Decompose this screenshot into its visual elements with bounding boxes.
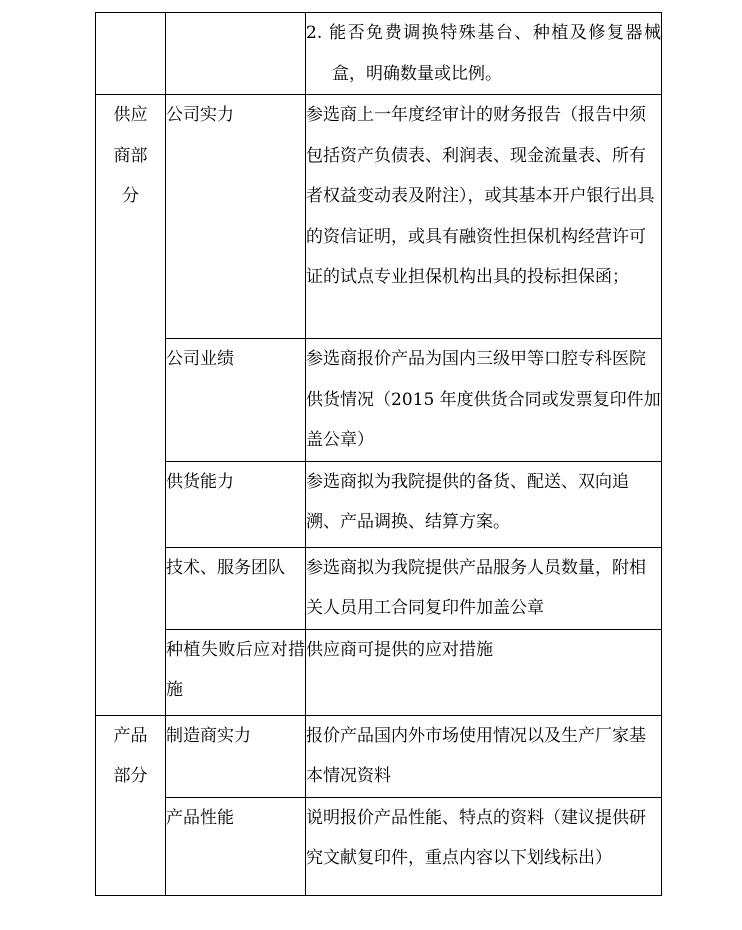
table-row [96, 461, 662, 547]
item-cell [166, 629, 306, 715]
table-row [96, 13, 662, 95]
table-row [96, 547, 662, 629]
description-text: 参选商拟为我院提供的备货、配送、双向追溯、产品调换、结算方案。 [306, 471, 629, 532]
description-text: 参选商拟为我院提供产品服务人员数量，附相关人员用工合同复印件加盖公章 [306, 557, 646, 618]
section-label-cell [96, 715, 166, 895]
description-cell [306, 339, 662, 462]
item-cell [166, 715, 306, 797]
section-label-cell [96, 95, 166, 716]
item-label: 供货能力 [166, 471, 234, 492]
item-label: 公司实力 [166, 105, 234, 125]
description-cell [306, 13, 662, 95]
item-label: 技术、服务团队 [166, 557, 285, 578]
description-cell [306, 461, 662, 547]
section-label: 供应商部分 [113, 105, 148, 206]
item-cell [166, 797, 306, 895]
description-line: 2. 能否免费调换特殊基台、种植及修复器械 [306, 23, 661, 43]
item-label: 种植失败后应对措施 [166, 639, 305, 700]
requirements-table [95, 12, 662, 896]
item-cell [166, 547, 306, 629]
description-text: 报价产品国内外市场使用情况以及生产厂家基本情况资料 [306, 725, 646, 786]
item-label: 产品性能 [166, 807, 234, 828]
table-row [96, 797, 662, 895]
table-row [96, 95, 662, 339]
description-text: 说明报价产品性能、特点的资料（建议提供研究文献复印件，重点内容以下划线标出） [306, 807, 646, 868]
item-cell-empty [166, 13, 306, 95]
item-label: 公司业绩 [166, 349, 234, 369]
table-row [96, 339, 662, 462]
description-text: 参选商上一年度经审计的财务报告（报告中须包括资产负债表、利润表、现金流量表、所有者权益变动表及附注），或其基本开户银行出具的资信证明，或具有融资性担保机构经营许可证的试点专业担保机构出具的投标担保函； [306, 105, 655, 287]
item-cell [166, 339, 306, 462]
description-cell [306, 629, 662, 715]
table-row [96, 715, 662, 797]
section-cell-empty [96, 13, 166, 95]
item-cell [166, 95, 306, 339]
description-cell [306, 715, 662, 797]
description-text: 供应商可提供的应对措施 [306, 639, 493, 660]
table-row [96, 629, 662, 715]
section-label: 产品部分 [113, 725, 148, 786]
description-text: 参选商报价产品为国内三级甲等口腔专科医院供货情况（2015 年度供货合同或发票复印件加盖公章） [306, 349, 661, 450]
description-cell [306, 547, 662, 629]
description-line-indented: 盒，明确数量或比例。 [332, 63, 502, 84]
item-cell [166, 461, 306, 547]
item-label: 制造商实力 [166, 725, 251, 746]
description-cell [306, 797, 662, 895]
description-cell [306, 95, 662, 339]
